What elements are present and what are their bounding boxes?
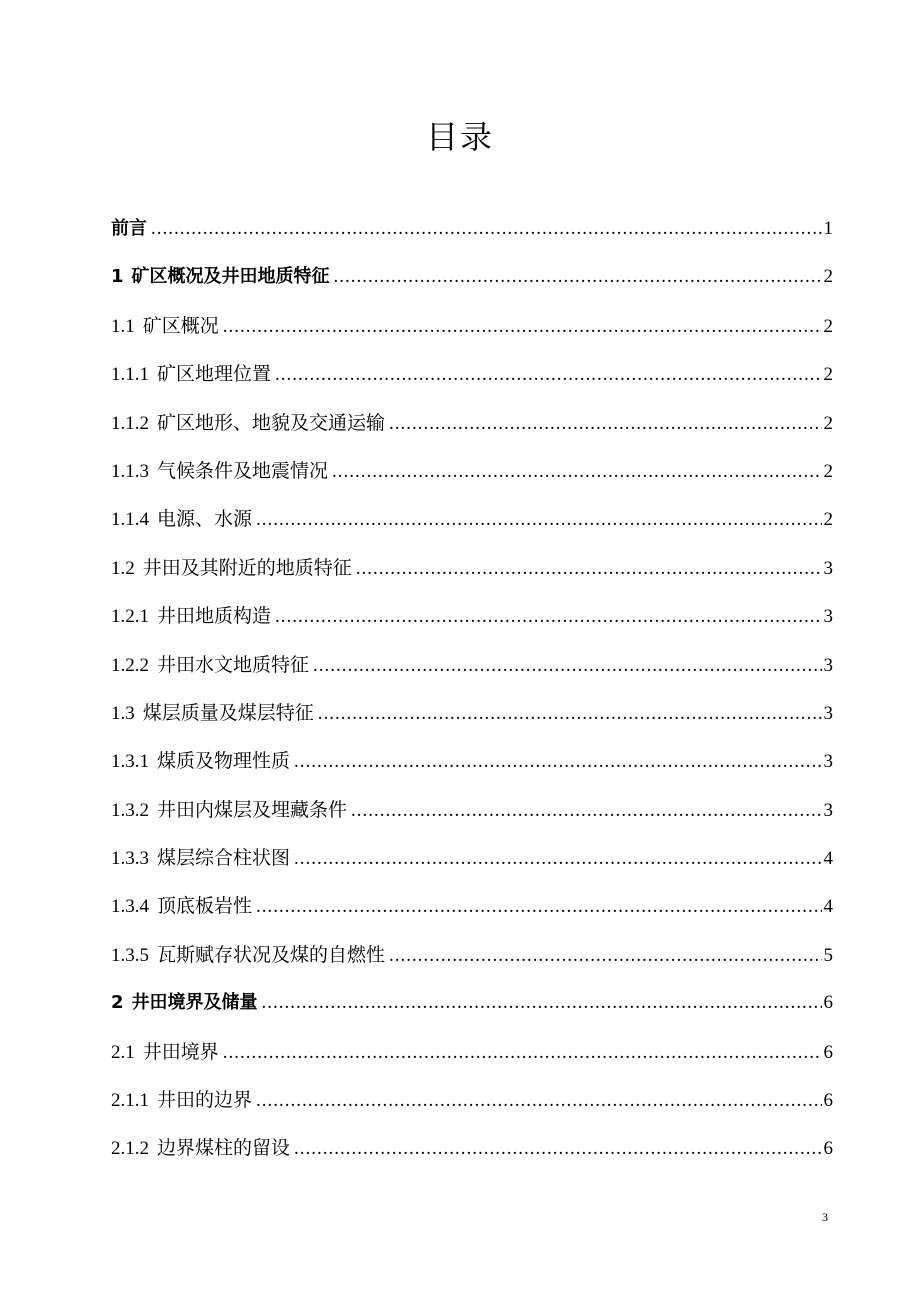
toc-entry-label (111, 311, 219, 338)
toc-entry-title: 矿区概况 (142, 315, 219, 337)
toc-entry-label (111, 650, 309, 677)
toc-entry[interactable] (111, 988, 833, 1036)
toc-dot-leader (294, 1138, 821, 1160)
toc-entry[interactable] (111, 504, 833, 552)
toc-entry-label (111, 601, 271, 628)
toc-entry-title: 矿区地形、地貌及交通运输 (157, 412, 386, 434)
toc-entry-number: 1.1.2 (111, 412, 149, 434)
toc-entry[interactable] (111, 262, 833, 310)
toc-entry-page: 3 (823, 606, 833, 628)
toc-entry-number: 1.1.4 (111, 509, 149, 531)
footer-page-number: 3 (822, 1210, 828, 1224)
toc-entry-label (111, 553, 352, 580)
toc-entry-title: 矿区概况及井田地质特征 (131, 266, 330, 288)
toc-entry-page: 3 (823, 751, 833, 773)
toc-entry-title: 煤层质量及煤层特征 (142, 702, 314, 724)
toc-entry-title: 井田的边界 (157, 1090, 253, 1112)
toc-dot-leader (356, 558, 822, 580)
toc-entry-number: 1.3.1 (111, 751, 149, 773)
toc-entry-label (111, 504, 252, 531)
toc-entry[interactable] (111, 1133, 833, 1181)
toc-entry-page: 3 (823, 799, 833, 821)
toc-entry-page: 2 (823, 315, 833, 337)
toc-entry[interactable] (111, 601, 833, 649)
toc-entry-title: 井田水文地质特征 (157, 654, 310, 676)
toc-entry-page: 5 (823, 944, 833, 966)
toc-entry-title: 电源、水源 (157, 509, 253, 531)
toc-entry-label (111, 1037, 219, 1064)
toc-entry-label (111, 456, 328, 483)
toc-entry-page: 3 (823, 654, 833, 676)
toc-entry-title: 边界煤柱的留设 (157, 1138, 291, 1160)
toc-dot-leader (313, 655, 821, 677)
toc-entry-page: 6 (823, 1138, 833, 1160)
toc-entry-number: 1.3.4 (111, 896, 149, 918)
toc-entry-title: 井田境界及储量 (131, 992, 258, 1014)
toc-entry-label (111, 359, 271, 386)
toc-entry-page: 2 (823, 364, 833, 386)
toc-entry-label (111, 843, 290, 870)
toc-dot-leader (294, 848, 821, 870)
toc-entry-label (111, 988, 258, 1014)
toc-entry-title: 井田内煤层及埋藏条件 (157, 799, 348, 821)
toc-dot-leader (294, 751, 821, 773)
toc-entry-title: 前言 (111, 218, 147, 239)
toc-entry-number: 1.2.1 (111, 606, 149, 628)
toc-entry-label (111, 698, 314, 725)
toc-entry[interactable] (111, 940, 833, 988)
toc-entry-number: 1.1.1 (111, 364, 149, 386)
toc-entry-title: 井田境界 (142, 1041, 219, 1063)
toc-entry-page: 4 (823, 848, 833, 870)
toc-dot-leader (332, 461, 821, 483)
page-title: 目录 (425, 118, 494, 156)
toc-entry-number: 1.1 (111, 315, 135, 337)
toc-entry-page: 4 (823, 896, 833, 918)
toc-dot-leader (275, 606, 821, 628)
toc-entry-label (111, 795, 347, 822)
toc-entry-page: 6 (823, 992, 833, 1014)
toc-entry-number: 1.3.2 (111, 799, 149, 821)
toc-dot-leader (256, 896, 821, 918)
toc-dot-leader (389, 945, 821, 967)
toc-entry-number: 2.1.1 (111, 1090, 149, 1112)
toc-entry[interactable] (111, 359, 833, 407)
toc-entry[interactable] (111, 456, 833, 504)
toc-entry-label (111, 408, 385, 435)
toc-entry[interactable] (111, 311, 833, 359)
toc-dot-leader (262, 992, 822, 1014)
toc-dot-leader (334, 266, 822, 288)
toc-entry-page: 1 (823, 218, 833, 239)
toc-entry[interactable] (111, 1085, 833, 1133)
toc-entry-number: 2.1.2 (111, 1138, 149, 1160)
toc-dot-leader (256, 1090, 821, 1112)
toc-entry-title: 煤层综合柱状图 (157, 848, 291, 870)
toc-dot-leader (318, 703, 822, 725)
toc-entry-label (111, 1085, 252, 1112)
toc-entry-title: 矿区地理位置 (157, 364, 272, 386)
toc-entry-page: 2 (823, 266, 833, 288)
table-of-contents (111, 214, 833, 1182)
toc-entry-number: 1.3.3 (111, 848, 149, 870)
toc-entry[interactable] (111, 891, 833, 939)
toc-entry-number: 1.2.2 (111, 654, 149, 676)
toc-entry[interactable] (111, 843, 833, 891)
toc-entry-label (111, 746, 290, 773)
toc-entry-page: 6 (823, 1041, 833, 1063)
toc-entry-label (111, 891, 252, 918)
toc-entry[interactable] (111, 553, 833, 601)
toc-entry-title: 井田及其附近的地质特征 (142, 557, 352, 579)
toc-entry-number: 1.3.5 (111, 944, 149, 966)
toc-entry-page: 2 (823, 460, 833, 482)
toc-dot-leader (223, 316, 822, 338)
toc-entry[interactable] (111, 650, 833, 698)
toc-dot-leader (223, 1042, 822, 1064)
toc-entry-page: 3 (823, 557, 833, 579)
toc-entry-number: 1 (111, 266, 124, 288)
toc-entry-label (111, 1133, 290, 1160)
toc-entry[interactable] (111, 746, 833, 794)
toc-entry-title: 气候条件及地震情况 (157, 460, 329, 482)
toc-entry-title: 瓦斯赋存状况及煤的自燃性 (157, 944, 386, 966)
toc-dot-leader (151, 218, 822, 240)
toc-entry-label (111, 262, 330, 288)
toc-entry-page: 3 (823, 702, 833, 724)
toc-entry-number: 2.1 (111, 1041, 135, 1063)
toc-entry[interactable] (111, 1037, 833, 1085)
toc-entry-page: 6 (823, 1090, 833, 1112)
toc-entry-page: 2 (823, 412, 833, 434)
toc-entry-title: 井田地质构造 (157, 606, 272, 628)
toc-dot-leader (389, 413, 821, 435)
toc-entry[interactable] (111, 408, 833, 456)
toc-entry-number: 1.1.3 (111, 460, 149, 482)
toc-entry-label (111, 214, 147, 240)
toc-entry-label (111, 940, 385, 967)
toc-entry-title: 煤质及物理性质 (157, 751, 291, 773)
toc-dot-leader (351, 800, 821, 822)
toc-entry-number: 1.2 (111, 557, 135, 579)
toc-dot-leader (256, 509, 821, 531)
toc-dot-leader (275, 364, 821, 386)
toc-entry-title: 顶底板岩性 (157, 896, 253, 918)
toc-entry-number: 1.3 (111, 702, 135, 724)
toc-entry-page: 2 (823, 509, 833, 531)
toc-entry-number: 2 (111, 992, 124, 1014)
toc-entry[interactable] (111, 795, 833, 843)
toc-entry[interactable] (111, 698, 833, 746)
toc-entry[interactable] (111, 214, 833, 262)
